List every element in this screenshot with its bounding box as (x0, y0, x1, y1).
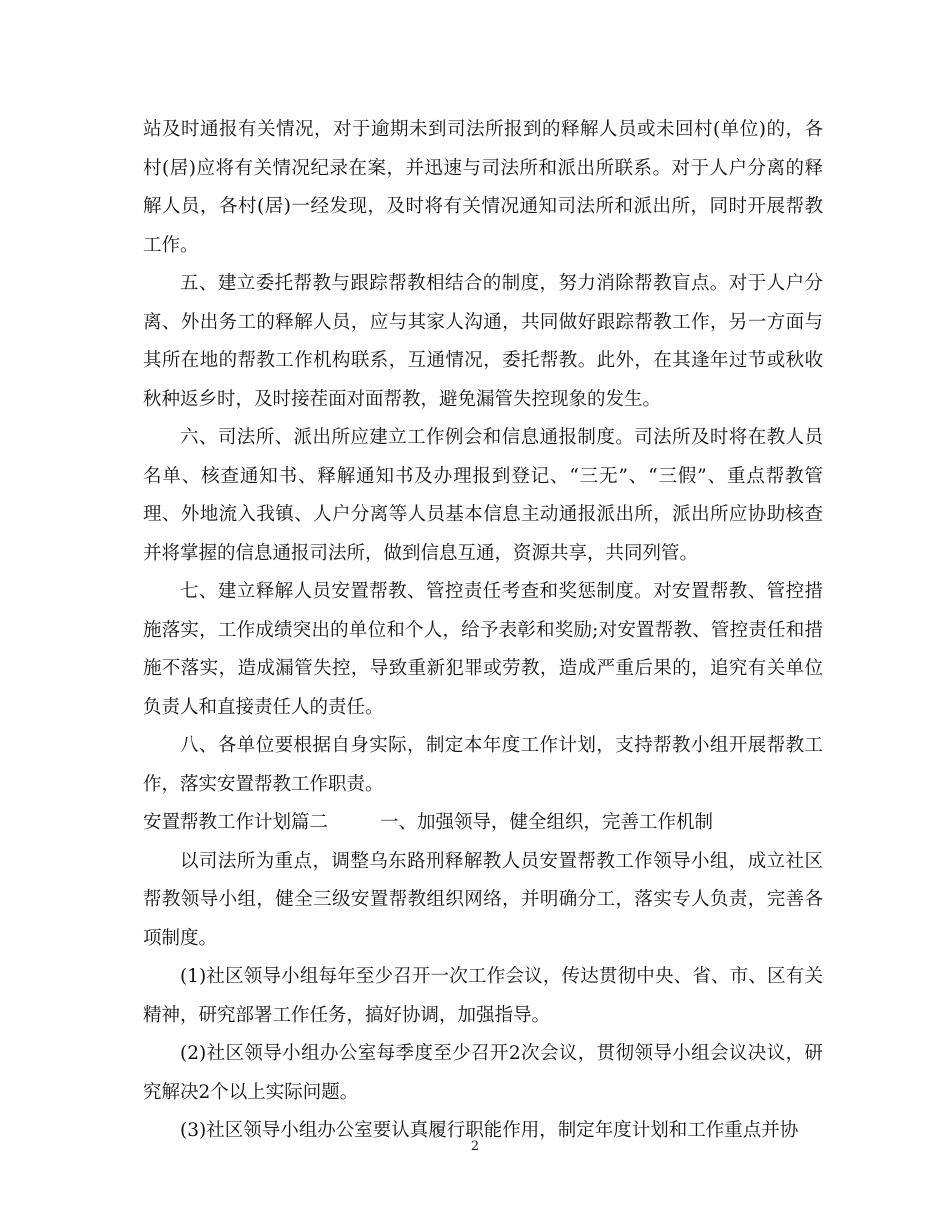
paragraph-item-5: 五、建立委托帮教与跟踪帮教相结合的制度，努力消除帮教盲点。对于人户分离、外出务工的释解人员，应与其家人沟通，共同做好跟踪帮教工作，另一方面与其所在地的帮教工作机构联系，互通情况，委托帮教。此外，在其逢年过节或秋收秋种返乡时，及时接茬面对面帮教，避免漏管失控现象的发生。 (143, 273, 823, 410)
section-subtitle: 一、加强领导，健全组织，完善工作机制 (380, 812, 714, 833)
section-heading (143, 804, 823, 843)
page-number: 2 (470, 1139, 480, 1154)
paragraph-point-2: (2)社区领导小组办公室每季度至少召开2次会议，贯彻领导小组会议决议，研究解决2个以上实际问题。 (143, 1043, 823, 1103)
paragraph-point-1: (1)社区领导小组每年至少召开一次工作会议，传达贯彻中央、省、市、区有关精神，研究部署工作任务，搞好协调，加强指导。 (143, 966, 823, 1026)
paragraph-item-6: 六、司法所、派出所应建立工作例会和信息通报制度。司法所及时将在教人员名单、核查通知书、释解通知书及办理报到登记、“三无”、“三假”、重点帮教管理、外地流入我镇、人户分离等人员基本信息主动通报派出所，派出所应协助核查并将掌握的信息通报司法所，做到信息互通，资源共享，共同列管。 (143, 427, 823, 564)
paragraph-intro: 以司法所为重点，调整乌东路刑释解教人员安置帮教工作领导小组，成立社区帮教领导小组，健全三级安置帮教组织网络，并明确分工，落实专人负责，完善各项制度。 (143, 850, 823, 949)
paragraph-point-3: (3)社区领导小组办公室要认真履行职能作用，制定年度计划和工作重点并协 (180, 1120, 799, 1141)
paragraph-item-8: 八、各单位要根据自身实际，制定本年度工作计划，支持帮教小组开展帮教工作，落实安置帮教工作职责。 (143, 735, 823, 795)
section-title: 安置帮教工作计划篇二 (143, 812, 329, 833)
paragraph-item-7: 七、建立释解人员安置帮教、管控责任考查和奖惩制度。对安置帮教、管控措施落实，工作成绩突出的单位和个人，给予表彰和奖励;对安置帮教、管控责任和措施不落实，造成漏管失控，导致重新犯罪或劳教，造成严重后果的，追究有关单位负责人和直接责任人的责任。 (143, 581, 823, 718)
document-body (143, 111, 823, 1151)
paragraph-continuation: 站及时通报有关情况，对于逾期未到司法所报到的释解人员或未回村(单位)的，各村(居)应将有关情况纪录在案，并迅速与司法所和派出所联系。对于人户分离的释解人员，各村(居)一经发现，及时将有关情况通知司法所和派出所，同时开展帮教工作。 (143, 119, 823, 256)
